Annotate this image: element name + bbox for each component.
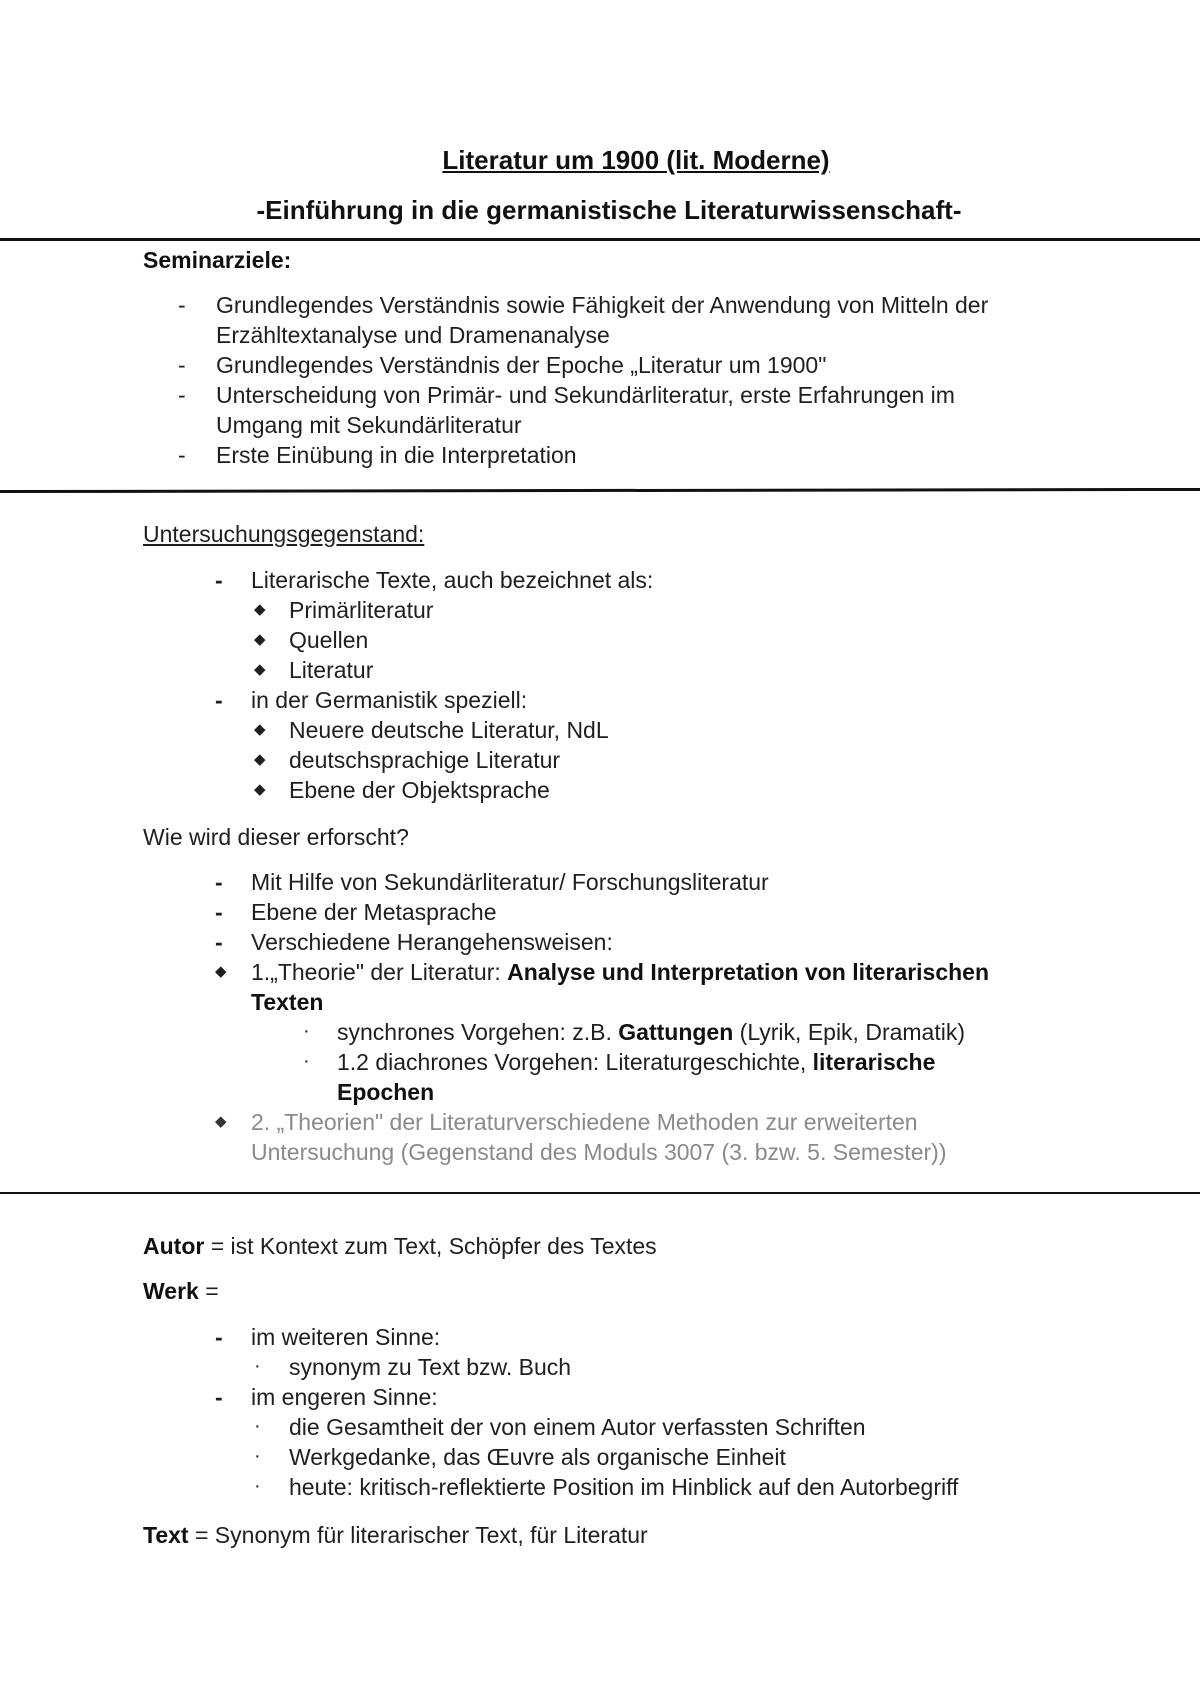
document-title: Literatur um 1900 (lit. Moderne)	[442, 145, 830, 175]
diamond-bullet-icon: ◆	[254, 751, 266, 768]
dot-bullet-icon: ·	[254, 1355, 261, 1377]
sub-list-item: Neuere deutsche Literatur, NdL	[289, 717, 609, 743]
synchron-item	[337, 1021, 965, 1044]
sub-list-item: Primärliteratur	[289, 597, 434, 623]
list-item: Grundlegendes Verständnis der Epoche „Literatur um 1900"	[216, 352, 827, 378]
divider-middle	[0, 488, 1200, 493]
autor-definition	[143, 1235, 657, 1258]
list-item: im engeren Sinne:	[251, 1384, 438, 1410]
list-item: Literarische Texte, auch bezeichnet als:	[251, 567, 654, 593]
theorie-continuation: Texten	[251, 989, 324, 1015]
list-item: Unterscheidung von Primär- und Sekundärliteratur, erste Erfahrungen im	[216, 382, 955, 408]
diachron-continuation: Epochen	[337, 1079, 435, 1105]
list-dash: -	[215, 869, 223, 895]
dot-bullet-icon: ·	[254, 1445, 261, 1467]
literarische-bold: literarische	[812, 1049, 936, 1075]
list-dash: -	[215, 1384, 223, 1410]
diamond-bullet-icon: ◆	[254, 781, 266, 798]
werk-term: Werk	[143, 1278, 199, 1304]
dot-bullet-icon: ·	[303, 1050, 310, 1072]
diamond-bullet-icon: ◆	[254, 661, 266, 678]
sub-list-item: Literatur	[289, 657, 374, 683]
document-subtitle: -Einführung in die germanistische Literaturwissenschaft-	[256, 195, 962, 225]
synchron-prefix: synchrones Vorgehen: z.B.	[337, 1019, 619, 1045]
diamond-bullet-icon: ◆	[254, 601, 266, 618]
dot-bullet-icon: ·	[254, 1475, 261, 1497]
autor-term: Autor	[143, 1233, 205, 1259]
list-dash: -	[178, 442, 186, 468]
list-dash: -	[215, 929, 223, 955]
list-dash: -	[178, 382, 186, 408]
text-definition	[143, 1524, 648, 1547]
synchron-suffix: (Lyrik, Epik, Dramatik)	[733, 1019, 966, 1045]
sub-list-item: deutschsprachige Literatur	[289, 747, 561, 773]
werk-definition	[143, 1280, 219, 1303]
theorie-bold: Analyse und Interpretation von literarischen	[507, 959, 990, 985]
theorien-item: 2. „Theorien" der Literaturverschiedene Methoden zur erweiterten	[251, 1109, 918, 1135]
sub-list-item: synonym zu Text bzw. Buch	[289, 1354, 572, 1380]
diamond-bullet-icon: ◆	[254, 631, 266, 648]
sub-list-item: Werkgedanke, das Œuvre als organische Einheit	[289, 1444, 786, 1470]
sub-list-item: Ebene der Objektsprache	[289, 777, 550, 803]
erforschung-question: Wie wird dieser erforscht?	[143, 824, 409, 850]
diachron-prefix: 1.2 diachrones Vorgehen: Literaturgeschichte,	[337, 1049, 813, 1075]
dot-bullet-icon: ·	[303, 1020, 310, 1042]
list-dash: -	[215, 687, 223, 713]
theorien-continuation: Untersuchung (Gegenstand des Moduls 3007 (3. bzw. 5. Semester))	[251, 1139, 947, 1165]
list-item-continuation: Erzähltextanalyse und Dramenanalyse	[216, 322, 610, 348]
sub-list-item: Quellen	[289, 627, 369, 653]
diamond-bullet-icon: ◆	[215, 1113, 227, 1130]
diachron-item	[337, 1051, 935, 1074]
list-item: Mit Hilfe von Sekundärliteratur/ Forschungsliteratur	[251, 869, 769, 895]
list-dash: -	[178, 292, 186, 318]
list-item: Erste Einübung in die Interpretation	[216, 442, 577, 468]
list-dash: -	[215, 899, 223, 925]
text-def: = Synonym für literarischer Text, für Literatur	[188, 1522, 648, 1548]
diamond-bullet-icon: ◆	[254, 721, 266, 738]
untersuchungsgegenstand-heading: Untersuchungsgegenstand:	[143, 521, 425, 547]
list-item: Ebene der Metasprache	[251, 899, 497, 925]
seminarziele-heading: Seminarziele:	[143, 247, 292, 273]
list-dash: -	[215, 567, 223, 593]
theorie-prefix: 1.„Theorie" der Literatur:	[251, 959, 508, 985]
divider-top	[0, 238, 1200, 241]
dot-bullet-icon: ·	[254, 1415, 261, 1437]
gattungen-bold: Gattungen	[618, 1019, 734, 1045]
list-item-continuation: Umgang mit Sekundärliteratur	[216, 412, 522, 438]
list-dash: -	[215, 1324, 223, 1350]
list-item: im weiteren Sinne:	[251, 1324, 441, 1350]
text-term: Text	[143, 1522, 189, 1548]
list-item: Verschiedene Herangehensweisen:	[251, 929, 613, 955]
sub-list-item: heute: kritisch-reflektierte Position im Hinblick auf den Autorbegriff	[289, 1474, 959, 1500]
divider-bottom	[0, 1192, 1200, 1194]
theorie-item	[251, 961, 989, 984]
list-dash: -	[178, 352, 186, 378]
autor-def: = ist Kontext zum Text, Schöpfer des Textes	[204, 1233, 657, 1259]
list-item: in der Germanistik speziell:	[251, 687, 528, 713]
list-item: Grundlegendes Verständnis sowie Fähigkeit der Anwendung von Mitteln der	[216, 292, 989, 318]
werk-def: =	[198, 1278, 219, 1304]
diamond-bullet-icon: ◆	[215, 963, 227, 980]
sub-list-item: die Gesamtheit der von einem Autor verfassten Schriften	[289, 1414, 866, 1440]
